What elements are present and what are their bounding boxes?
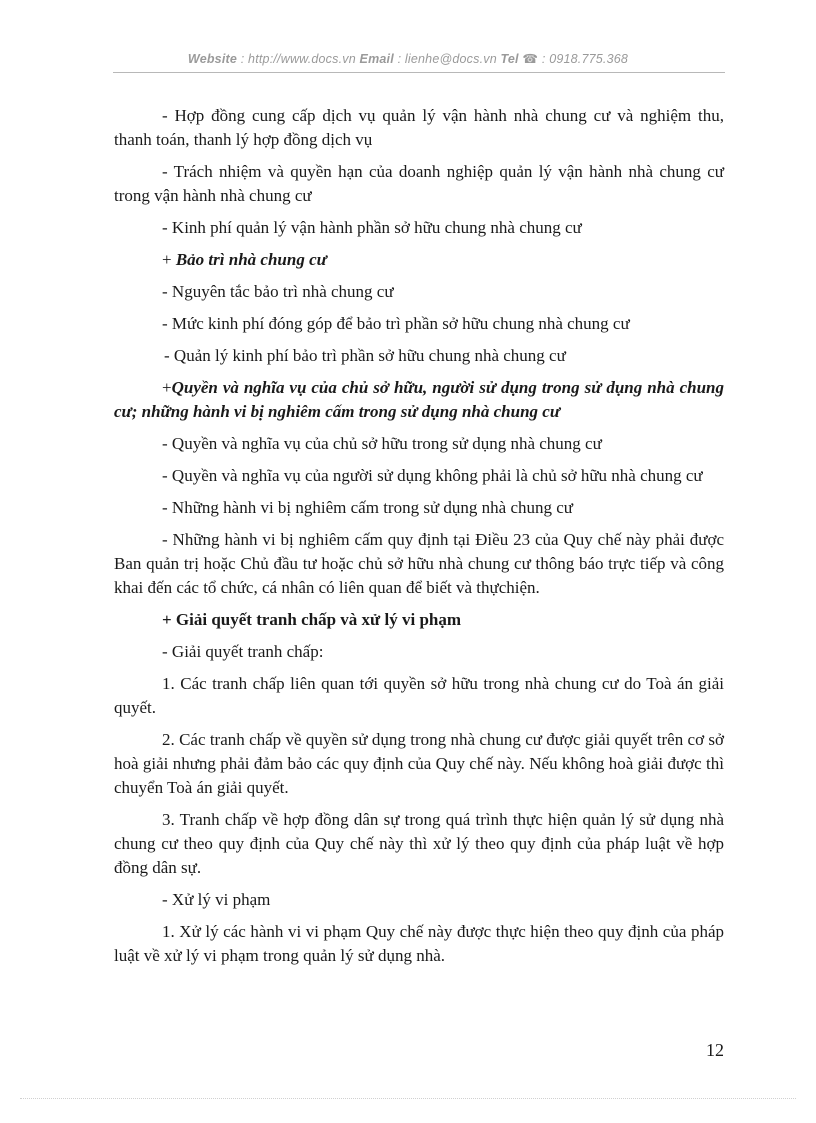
- website-value: : http://www.docs.vn: [237, 52, 360, 66]
- paragraph-owner-rights: - Quyền và nghĩa vụ của chủ sở hữu trong sử dụng nhà chung cư: [162, 434, 602, 453]
- paragraph-maintenance-fund-management: - Quản lý kinh phí bảo trì phần sở hữu chung nhà chung cư: [164, 346, 566, 365]
- paragraph-dispute-2: 2. Các tranh chấp về quyền sử dụng trong nhà chung cư được giải quyết trên cơ sở hoà giải nhưng phải đảm bảo các quy định của Quy chế này. Nếu không hoà giải được thì chuyển Toà án giải quyết.: [114, 730, 724, 797]
- paragraph-dispute-1: 1. Các tranh chấp liên quan tới quyền sở hữu trong nhà chung cư do Toà án giải quyết.: [114, 674, 724, 717]
- paragraph-maintenance-principles: - Nguyên tắc bảo trì nhà chung cư: [162, 282, 394, 301]
- paragraph-contract-services: - Hợp đồng cung cấp dịch vụ quản lý vận hành nhà chung cư và nghiệm thu, thanh toán, thanh lý hợp đồng dịch vụ: [114, 106, 724, 149]
- page-header: [0, 51, 816, 66]
- paragraph-prohibited-acts: - Những hành vi bị nghiêm cấm trong sử dụng nhà chung cư: [162, 498, 574, 517]
- page-number: 12: [706, 1040, 724, 1060]
- tel-value: ☎ : 0918.775.368: [518, 52, 629, 66]
- heading-rights-text: Quyền và nghĩa vụ của chủ sở hữu, người sử dụng trong sử dụng nhà chung cư; những hành vi bị nghiêm cấm trong sử dụng nhà chung cư: [114, 378, 724, 421]
- heading-disputes-violations: + Giải quyết tranh chấp và xử lý vi phạm: [162, 610, 462, 629]
- paragraph-violation-1: 1. Xử lý các hành vi vi phạm Quy chế này được thực hiện theo quy định của pháp luật về xử lý vi phạm trong quản lý sử dụng nhà.: [114, 922, 724, 965]
- heading-maintenance: [114, 248, 724, 272]
- website-label: Website: [187, 52, 238, 66]
- email-value: : lienhe@docs.vn: [393, 52, 501, 66]
- paragraph-maintenance-contribution: - Mức kinh phí đóng góp để bảo trì phần sở hữu chung nhà chung cư: [162, 314, 630, 333]
- paragraph-dispute-3: 3. Tranh chấp về hợp đồng dân sự trong quá trình thực hiện quản lý sử dụng nhà chung cư theo quy định của Quy chế này thì xử lý theo quy định của pháp luật về hợp đồng dân sự.: [114, 810, 724, 877]
- heading-maintenance-prefix: +: [162, 250, 176, 269]
- heading-maintenance-text: Bảo trì nhà chung cư: [175, 250, 327, 269]
- heading-rights-prefix: +: [162, 378, 172, 397]
- email-label: Email: [359, 52, 394, 66]
- heading-rights-obligations: [114, 376, 724, 424]
- document-body: [114, 104, 724, 968]
- paragraph-dispute-resolution: - Giải quyết tranh chấp:: [162, 642, 324, 661]
- paragraph-prohibited-acts-notice: - Những hành vi bị nghiêm cấm quy định tại Điều 23 của Quy chế này phải được Ban quản trị hoặc Chủ đầu tư hoặc chủ sở hữu nhà chung cư thông báo trực tiếp và công khai đến các tổ chức, cá nhân có liên quan để biết và thựchiện.: [114, 530, 724, 597]
- footer-divider: [20, 1098, 796, 1099]
- paragraph-violation-handling: - Xử lý vi phạm: [162, 890, 271, 909]
- paragraph-enterprise-responsibility: - Trách nhiệm và quyền hạn của doanh nghiệp quản lý vận hành nhà chung cư trong vận hành nhà chung cư: [114, 162, 724, 205]
- tel-label: Tel: [500, 52, 519, 66]
- paragraph-user-rights: - Quyền và nghĩa vụ của người sử dụng không phải là chủ sở hữu nhà chung cư: [162, 466, 703, 485]
- paragraph-operation-funding: - Kinh phí quản lý vận hành phần sở hữu chung nhà chung cư: [162, 218, 582, 237]
- header-divider: [113, 72, 725, 73]
